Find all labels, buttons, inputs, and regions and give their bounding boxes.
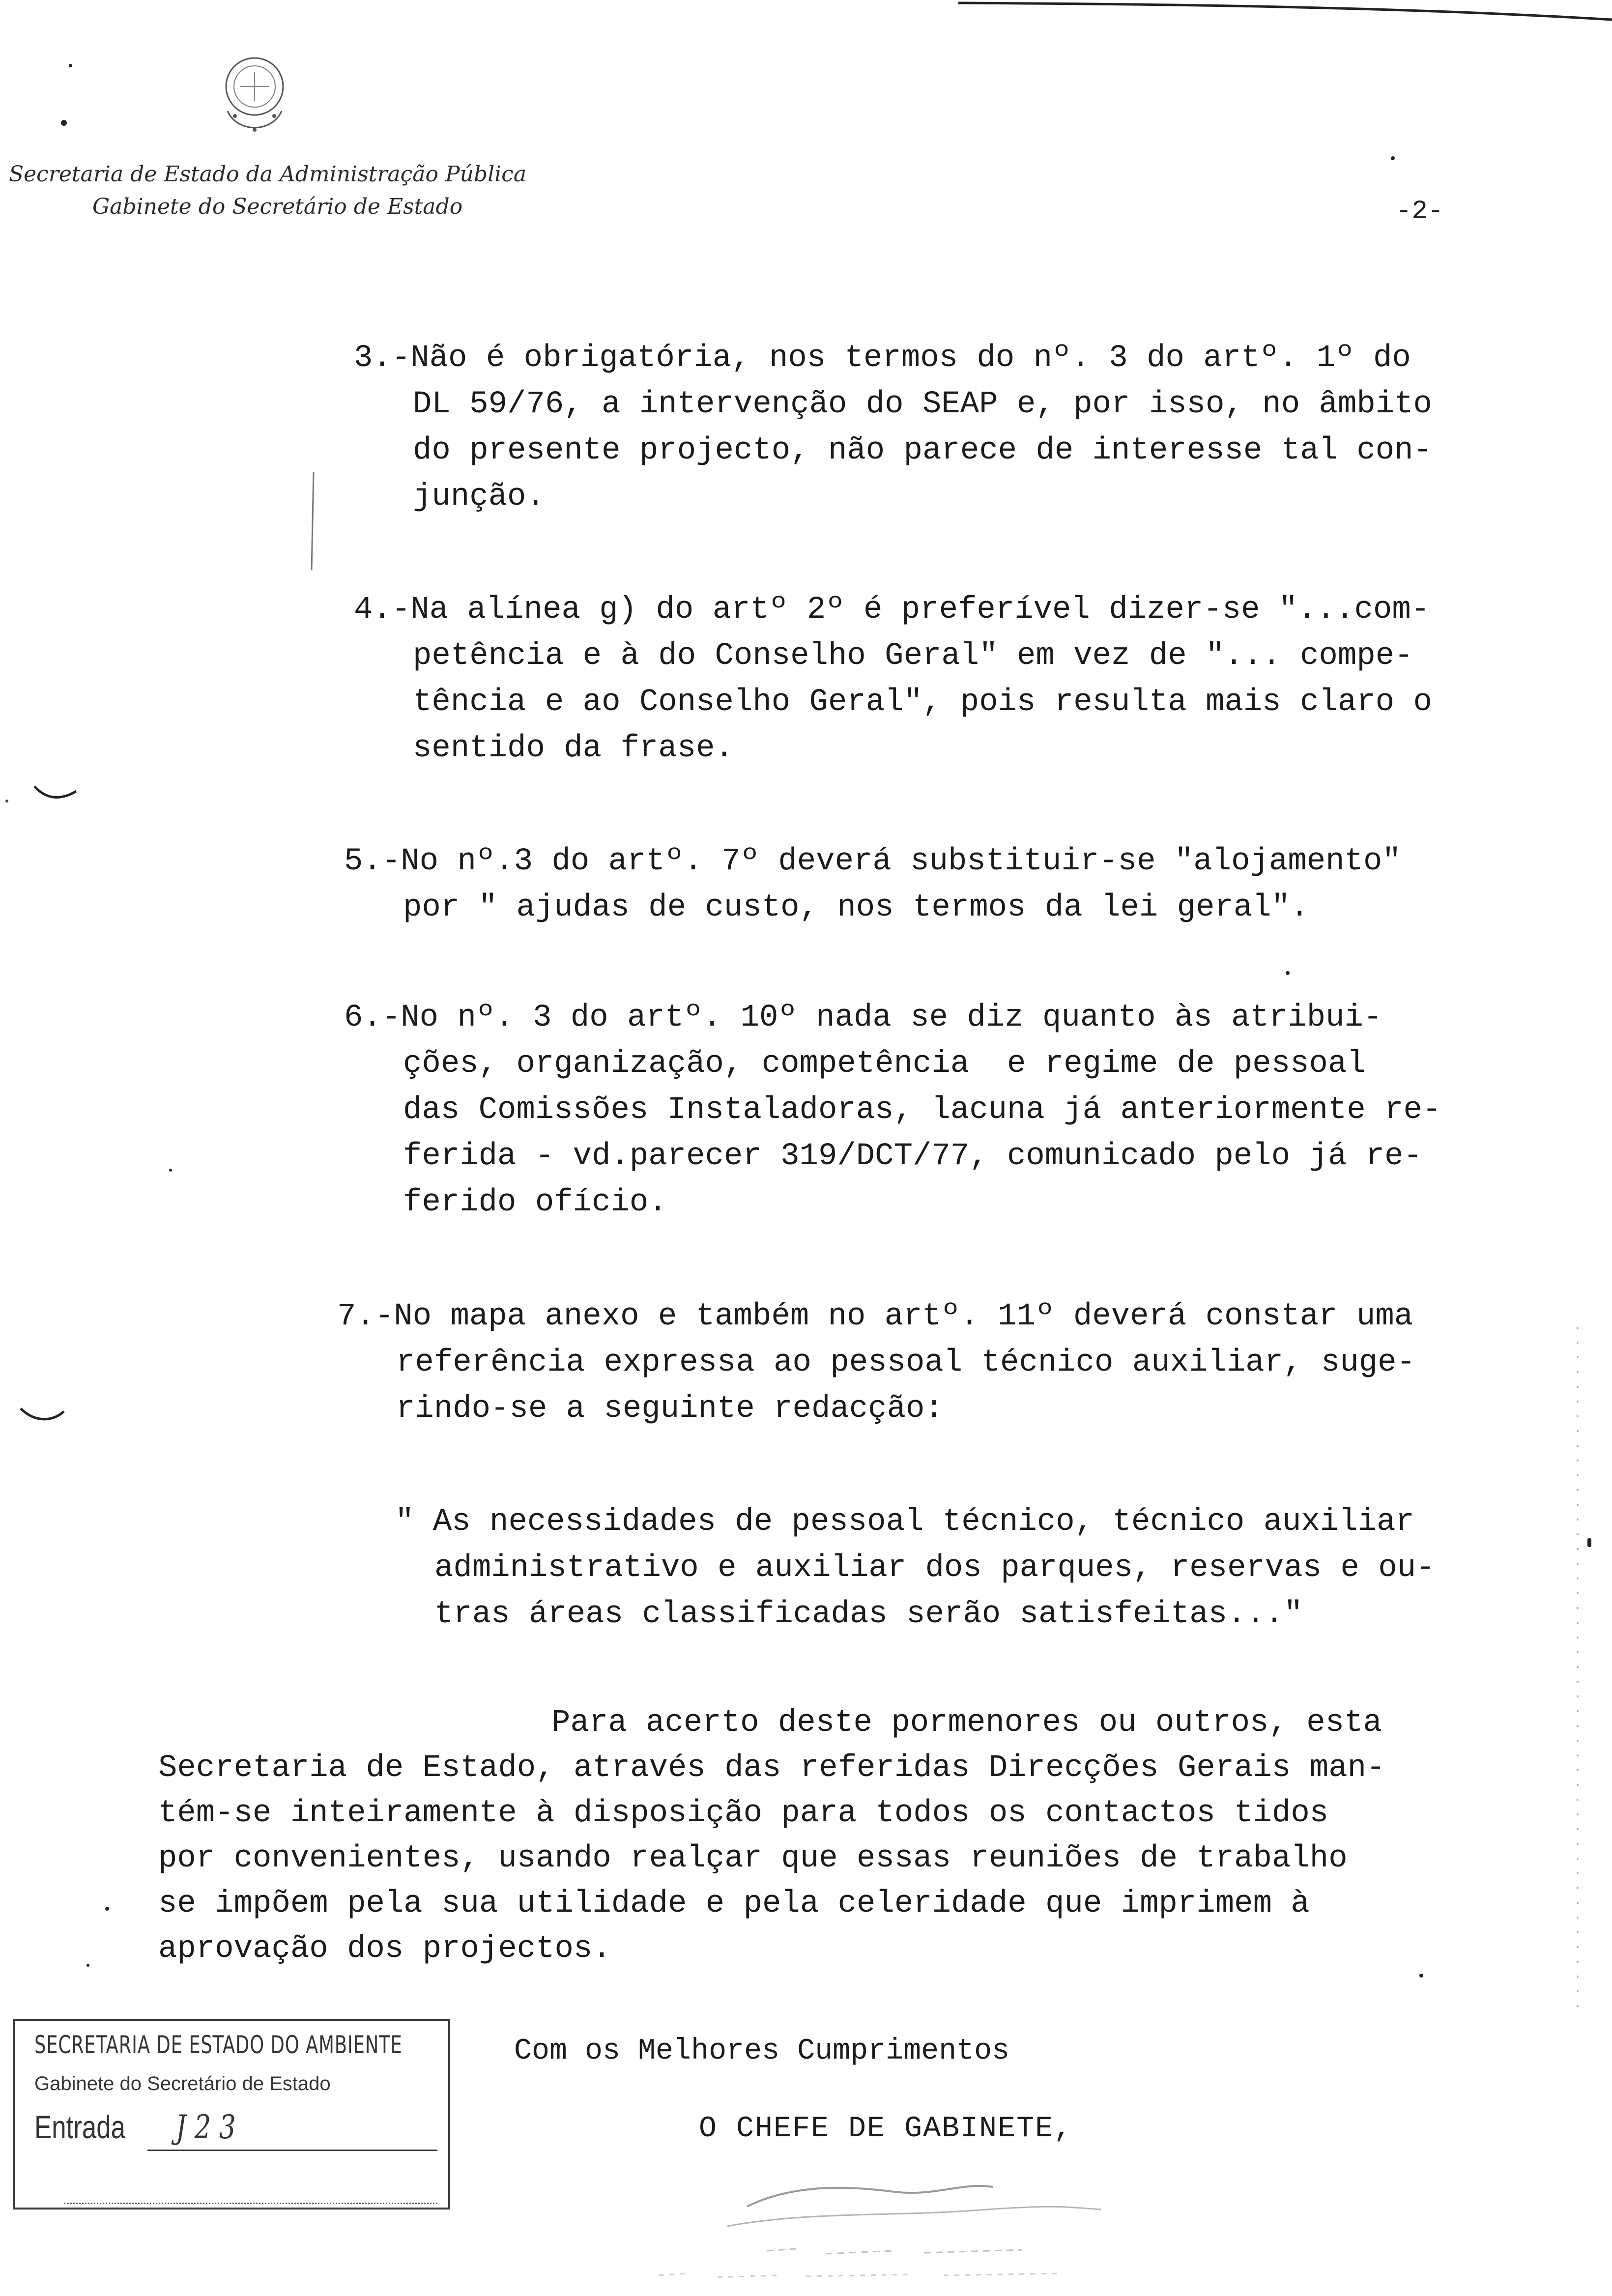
ink-speck (69, 64, 72, 67)
salutation: Com os Melhores Cumprimentos (514, 2035, 1010, 2068)
text-line: 4.-Na alínea g) do artº 2º é preferível dizer-se "...com- (354, 592, 1430, 628)
signatory-title: O CHEFE DE GABINETE, (699, 2112, 1073, 2146)
text-line: rindo-se a seguinte redacção: (396, 1391, 944, 1427)
page-number: -2- (1396, 197, 1444, 227)
stamp-subtitle: Gabinete do Secretário de Estado (34, 2073, 331, 2095)
paragraph-item-6 (344, 995, 1441, 1226)
ink-speck (61, 120, 67, 126)
letterhead-office: Gabinete do Secretário de Estado (92, 194, 463, 219)
paragraph-item-5 (344, 838, 1401, 931)
stamp-entry-number: J 2 3 (175, 2108, 236, 2146)
text-line: 6.-No nº. 3 do artº. 10º nada se diz quanto às atribui- (344, 1000, 1382, 1035)
text-line: Secretaria de Estado, através das referidas Direcções Gerais man- (158, 1751, 1385, 1786)
text-line: por " ajudas de custo, nos termos da lei geral". (403, 890, 1309, 925)
text-line: se impõem pela sua utilidade e pela celeridade que imprimem à (158, 1886, 1310, 1922)
ink-speck (1286, 971, 1290, 975)
ink-speck (105, 1907, 109, 1911)
stamp-entry-rule (147, 2150, 437, 2151)
faded-signature (619, 2152, 1238, 2296)
entry-stamp (13, 2019, 450, 2210)
text-line: sentido da frase. (413, 731, 734, 766)
paragraph-item-4 (354, 587, 1432, 772)
stamp-date-rule (64, 2203, 437, 2204)
text-line: 7.-No mapa anexo e também no artº. 11º deverá constar uma (337, 1299, 1413, 1334)
paragraph-item-7 (337, 1293, 1415, 1432)
hole-punch-mark (15, 1401, 69, 1430)
text-line: Para acerto deste pormenores ou outros, esta (551, 1705, 1382, 1741)
stamp-entry-label: Entrada (34, 2109, 125, 2145)
text-line: " As necessidades de pessoal técnico, técnico auxiliar (395, 1504, 1414, 1540)
text-line: aprovação dos projectos. (158, 1931, 611, 1967)
ink-speck (169, 1169, 172, 1172)
text-line: 3.-Não é obrigatória, nos termos do nº. 3 do artº. 1º do (354, 341, 1411, 376)
top-edge-line (958, 0, 1612, 23)
text-line: das Comissões Instaladoras, lacuna já anteriormente re- (403, 1092, 1441, 1128)
ink-speck (1419, 1974, 1423, 1978)
text-line: junção. (413, 479, 545, 515)
text-line: DL 59/76, a intervenção do SEAP e, por isso, no âmbito (413, 387, 1432, 422)
margin-line (309, 472, 318, 570)
closing-paragraph (158, 1700, 1385, 1972)
text-line: referência expressa ao pessoal técnico auxiliar, suge- (396, 1345, 1415, 1380)
text-line: 5.-No nº.3 do artº. 7º deverá substituir-se "alojamento" (344, 844, 1401, 879)
text-line: tência e ao Conselho Geral", pois resulta mais claro o (413, 685, 1432, 720)
stamp-title: SECRETARIA DE ESTADO DO AMBIENTE (34, 2031, 403, 2059)
margin-dots (1573, 1327, 1583, 2015)
ink-speck (1391, 156, 1395, 160)
text-line: petência e à do Conselho Geral" em vez de "... compe- (413, 638, 1413, 674)
hole-punch-mark (0, 776, 84, 816)
text-line: por convenientes, usando realçar que essas reuniões de trabalho (158, 1841, 1348, 1876)
text-line: ferido ofício. (403, 1185, 667, 1220)
text-line: ções, organização, competência e regime de pessoal (403, 1046, 1366, 1082)
text-line: administrativo e auxiliar dos parques, reservas e ou- (434, 1550, 1435, 1586)
text-line: tém-se inteiramente à disposição para todos os contactos tidos (158, 1796, 1329, 1831)
text-line: ferida - vd.parecer 319/DCT/77, comunicado pelo já re- (403, 1139, 1422, 1174)
letterhead-ministry: Secretaria de Estado da Administração Pública (9, 162, 527, 187)
ink-speck (86, 1964, 89, 1967)
stamp-entry (34, 2108, 236, 2146)
letterhead (9, 158, 599, 223)
text-line: tras áreas classificadas serão satisfeitas..." (434, 1597, 1303, 1632)
paragraph-item-3 (354, 335, 1432, 520)
text-line: do presente projecto, não parece de interesse tal con- (413, 433, 1432, 468)
ink-speck (1587, 1538, 1591, 1547)
proposed-wording-quote (395, 1499, 1435, 1637)
coat-of-arms-seal (210, 47, 299, 150)
